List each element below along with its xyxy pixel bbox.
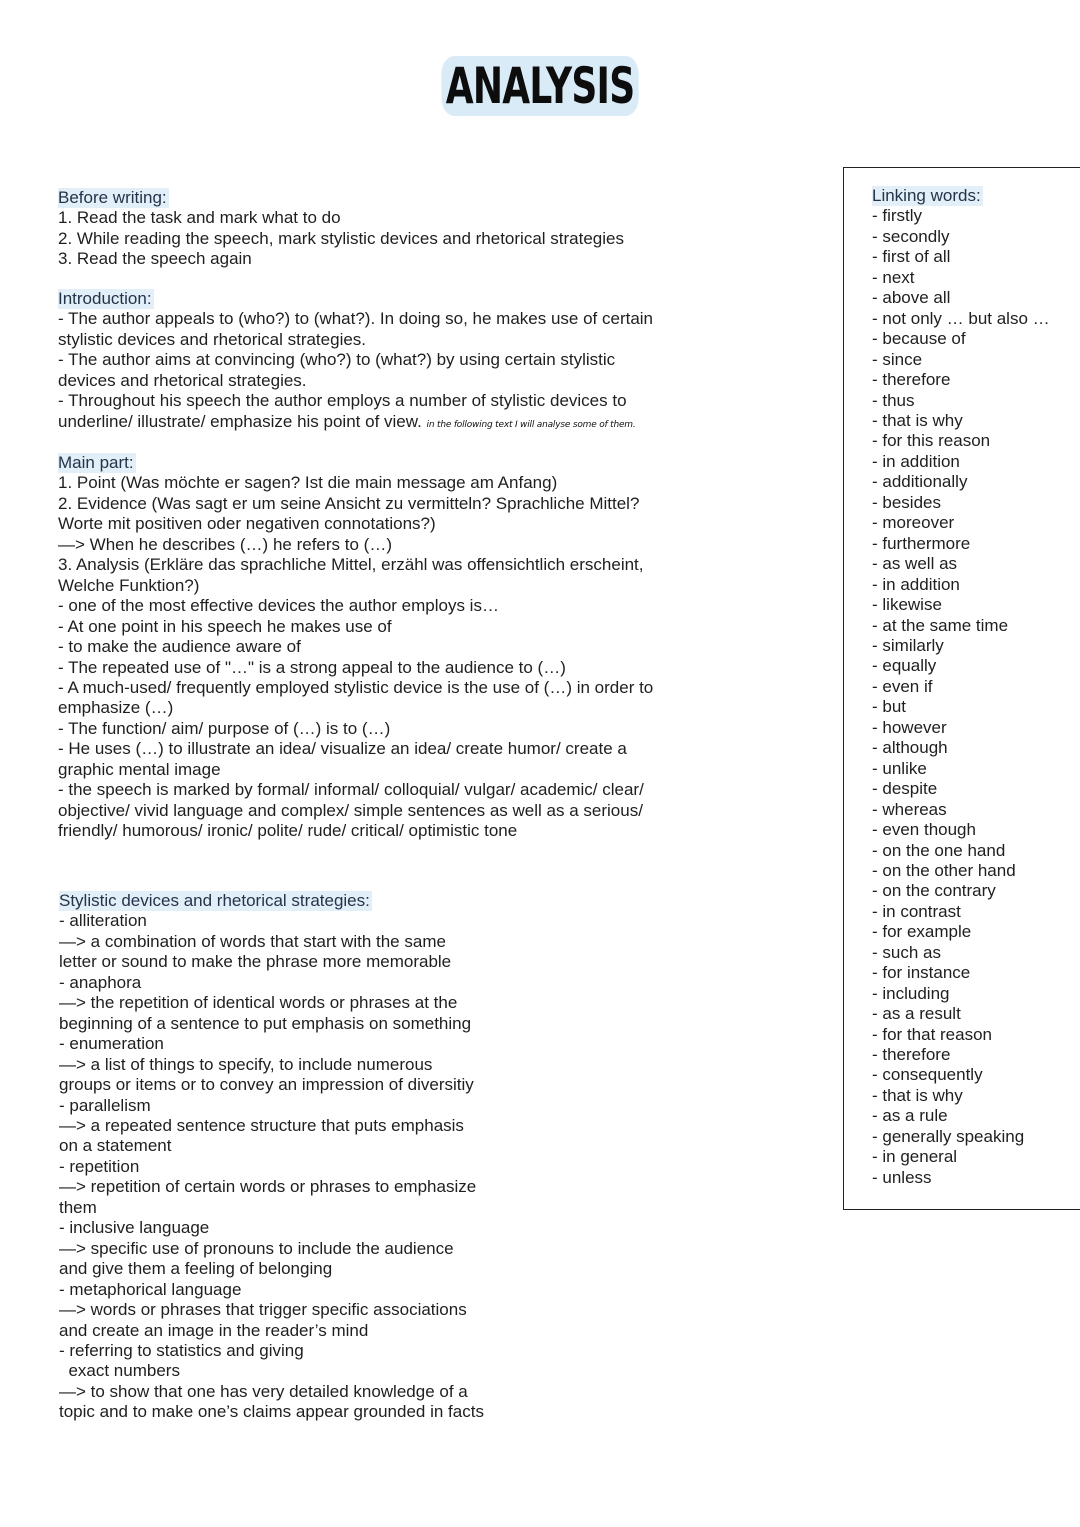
section-main-part [58,453,653,842]
text-line: friendly/ humorous/ ironic/ polite/ rude/ critical/ optimistic tone [58,821,518,841]
text-line: 2. While reading the speech, mark stylistic devices and rhetorical strategies [58,228,624,248]
section-heading: Introduction: [58,289,152,308]
linking-word-item: - secondly [872,226,950,246]
section-heading: Main part: [58,453,134,472]
text-line: - The author aims at convincing (who?) to (what?) by using certain stylistic [58,350,616,370]
linking-word-item: - not only … but also … [872,308,1050,328]
text-line: - the speech is marked by formal/ informal/ colloquial/ vulgar/ academic/ clear/ [58,780,644,800]
linking-word-item: - firstly [872,206,923,226]
title-text: ANALYSIS [441,56,638,116]
linking-word-item: - including [872,983,950,1003]
text-line: —> a list of things to specify, to include numerous [59,1054,433,1074]
linking-word-item: - additionally [872,472,968,492]
linking-word-item: - therefore [872,1045,951,1065]
linking-word-item: - for that reason [872,1024,993,1044]
linking-word-item: - therefore [872,370,951,390]
linking-word-item: - similarly [872,635,944,655]
page-title [0,56,1080,116]
section-heading: Stylistic devices and rhetorical strategies: [59,891,370,910]
linking-word-item: - on the other hand [872,860,1016,880]
linking-word-item: - as a rule [872,1106,948,1126]
linking-word-item: - furthermore [872,533,971,553]
text-line: - anaphora [59,972,142,992]
linking-word-item: - for instance [872,963,971,983]
text-line: - The author appeals to (who?) to (what?). In doing so, he makes use of certain [58,309,654,329]
text-line: beginning of a sentence to put emphasis on something [59,1013,472,1033]
linking-word-item: - above all [872,288,951,308]
linking-word-item: - thus [872,390,915,410]
section-heading: Linking words: [872,186,981,205]
section-stylistic-devices [59,891,484,1423]
text-line: —> When he describes (…) he refers to (…) [58,534,392,554]
linking-word-item: - for this reason [872,431,991,451]
linking-word-item: - on the one hand [872,840,1006,860]
text-line: - metaphorical language [59,1279,242,1299]
linking-word-item: - as a result [872,1004,961,1024]
text-line: letter or sound to make the phrase more memorable [59,952,452,972]
section-introduction [58,289,653,412]
text-line: —> specific use of pronouns to include the audience [59,1238,454,1258]
linking-word-item: - in general [872,1147,958,1167]
text-line: 3. Analysis (Erkläre das sprachliche Mittel, erzähl was offensichtlich erscheint, [58,555,644,575]
linking-word-item: - that is why [872,1085,963,1105]
linking-word-item: - although [872,738,948,758]
text-line: on a statement [59,1136,172,1156]
text-line: - The repeated use of "…" is a strong appeal to the audience to (…) [58,657,566,677]
text-line: - one of the most effective devices the author employs is… [58,596,499,616]
linking-word-item: - despite [872,779,938,799]
section-heading: Before writing: [58,188,167,207]
linking-word-item: - first of all [872,247,951,267]
linking-word-item: - but [872,697,907,717]
text-line: - parallelism [59,1095,151,1115]
text-line: - repetition [59,1156,140,1176]
linking-word-item: - that is why [872,410,963,430]
text-line: - alliteration [59,911,147,931]
text-line: —> words or phrases that trigger specific associations [59,1300,467,1320]
text-line: - He uses (…) to illustrate an idea/ visualize an idea/ create humor/ create a [58,739,627,759]
text-line: 2. Evidence (Was sagt er um seine Ansicht zu vermitteln? Sprachliche Mittel? [58,493,640,513]
text-line: stylistic devices and rhetorical strategies. [58,329,367,349]
linking-word-item: - in addition [872,451,960,471]
linking-word-item: - unless [872,1167,932,1187]
linking-word-item: - in addition [872,574,960,594]
text-line: underline/ illustrate/ emphasize his point of view. [58,412,422,431]
text-line: - to make the audience aware of [58,637,301,657]
text-line: groups or items or to convey an impression of diversitiy [59,1075,474,1095]
text-line: - inclusive language [59,1218,210,1238]
linking-word-item: - even though [872,820,976,840]
text-line: them [59,1197,97,1217]
linking-word-item: - consequently [872,1065,983,1085]
handwritten-note: in the following text I will analyse some of them. [426,420,636,430]
linking-words-box [843,167,1080,1210]
text-line: - The function/ aim/ purpose of (…) is to (…) [58,718,391,738]
text-line: 1. Read the task and mark what to do [58,208,341,228]
text-line: - enumeration [59,1034,164,1054]
linking-word-item: - likewise [872,595,942,615]
text-line: —> a combination of words that start with the same [59,931,446,951]
linking-word-item: - at the same time [872,615,1009,635]
text-line: —> repetition of certain words or phrases to emphasize [59,1177,477,1197]
linking-word-item: - unlike [872,758,927,778]
linking-word-item: - whereas [872,799,947,819]
text-line: devices and rhetorical strategies. [58,370,307,390]
text-line: Welche Funktion?) [58,575,200,595]
linking-word-item: - moreover [872,513,955,533]
linking-word-item: - because of [872,329,966,349]
text-line: - referring to statistics and giving [59,1340,304,1360]
text-line: objective/ vivid language and complex/ simple sentences as well as a serious/ [58,800,643,820]
linking-word-item: - in contrast [872,901,961,921]
text-line: graphic mental image [58,759,221,779]
text-line: 3. Read the speech again [58,249,252,269]
introduction-last-line [58,412,636,435]
text-line: topic and to make one’s claims appear grounded in facts [59,1402,484,1422]
text-line: —> the repetition of identical words or phrases at the [59,993,458,1013]
linking-word-item: - however [872,717,947,737]
text-line: - At one point in his speech he makes use of [58,616,392,636]
linking-word-item: - next [872,267,915,287]
text-line: and give them a feeling of belonging [59,1259,333,1279]
linking-word-item: - generally speaking [872,1126,1025,1146]
section-before-writing [58,188,624,270]
linking-word-item: - even if [872,676,933,696]
text-line: exact numbers [59,1361,180,1381]
text-line: - A much-used/ frequently employed stylistic device is the use of (…) in order to [58,677,654,697]
text-line: and create an image in the reader’s mind [59,1320,369,1340]
linking-word-item: - as well as [872,554,958,574]
text-line: - Throughout his speech the author employs a number of stylistic devices to [58,391,627,411]
section-linking-words [872,186,1050,1188]
linking-word-item: - on the contrary [872,881,996,901]
text-line: emphasize (…) [58,698,174,718]
linking-word-item: - besides [872,492,941,512]
text-line: 1. Point (Was möchte er sagen? Ist die main message am Anfang) [58,473,558,493]
linking-word-item: - for example [872,922,972,942]
linking-word-item: - such as [872,942,941,962]
text-line: Worte mit positiven oder negativen connotations?) [58,514,436,534]
text-line: —> a repeated sentence structure that puts emphasis [59,1115,464,1135]
text-line: —> to show that one has very detailed knowledge of a [59,1381,468,1401]
linking-word-item: - since [872,349,923,369]
linking-word-item: - equally [872,656,937,676]
